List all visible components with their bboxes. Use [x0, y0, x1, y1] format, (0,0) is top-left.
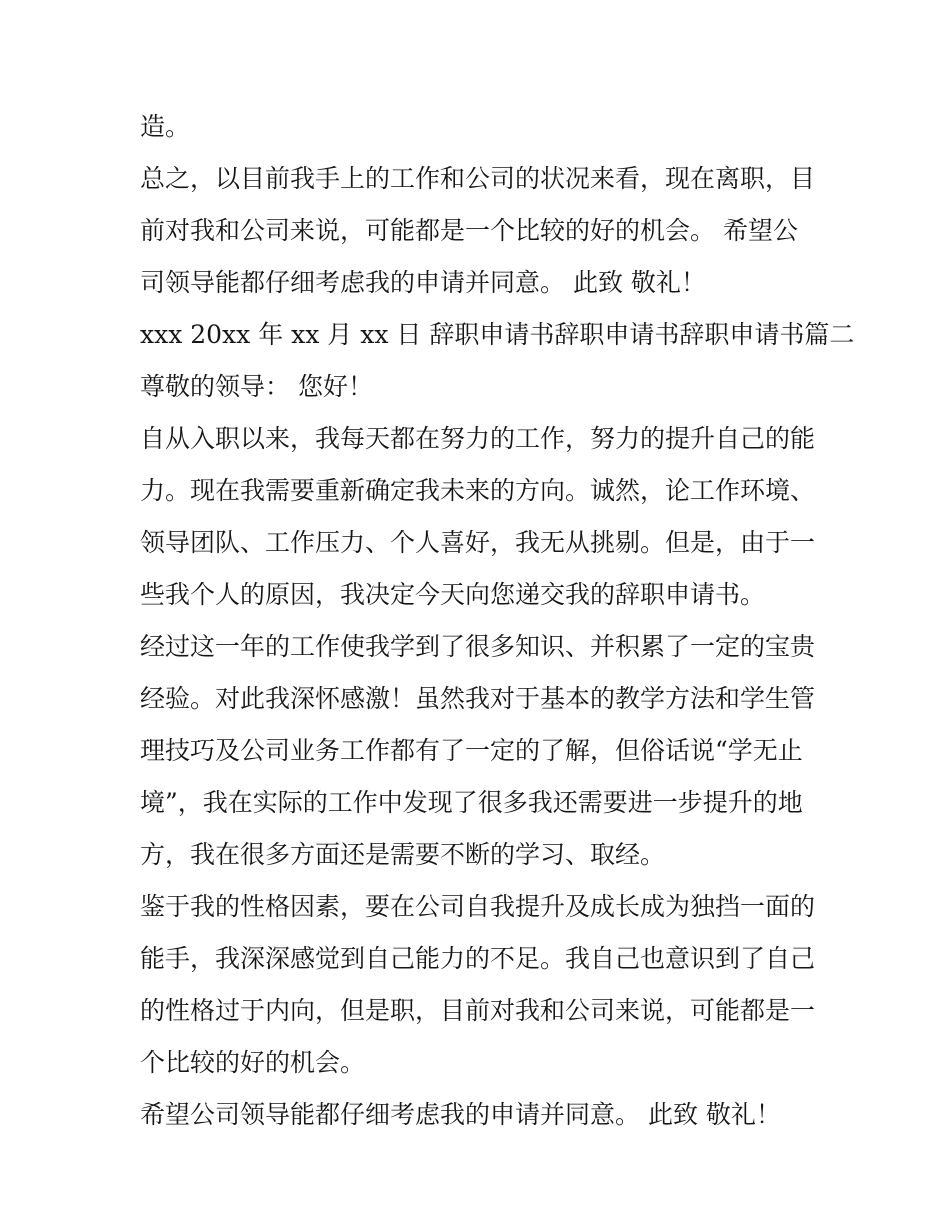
text-line: 领导团队、工作压力、个人喜好，我无从挑剔。但是，由于一 — [140, 528, 816, 557]
text-line: 前对我和公司来说，可能都是一个比较的好的机会。 希望公 — [140, 216, 798, 245]
text-line: 自从入职以来，我每天都在努力的工作，努力的提升自己的能 — [140, 424, 816, 453]
text-line: 理技巧及公司业务工作都有了一定的了解，但俗话说“学无止 — [140, 736, 803, 765]
text-line: 方，我在很多方面还是需要不断的学习、取经。 — [140, 840, 666, 869]
text-line: xxx 20xx 年 xx 月 xx 日 辞职申请书辞职申请书辞职申请书篇二 — [140, 320, 855, 349]
text-line: 境”，我在实际的工作中发现了很多我还需要进一步提升的地 — [140, 788, 803, 817]
text-line: 尊敬的领导： 您好！ — [140, 372, 373, 401]
text-line: 的性格过于内向，但是职，目前对我和公司来说，可能都是一 — [140, 996, 816, 1025]
text-line: 司领导能都仔细考虑我的申请并同意。 此致 敬礼！ — [140, 268, 706, 297]
text-line: 经过这一年的工作使我学到了很多知识、并积累了一定的宝贵 — [140, 632, 816, 661]
text-line: 鉴于我的性格因素，要在公司自我提升及成长成为独挡一面的 — [140, 892, 816, 921]
text-line: 力。现在我需要重新确定我未来的方向。诚然，论工作环境、 — [140, 476, 816, 505]
text-line: 能手，我深深感觉到自己能力的不足。我自己也意识到了自己 — [140, 944, 816, 973]
text-line: 经验。对此我深怀感激！虽然我对于基本的教学方法和学生管 — [140, 684, 816, 713]
text-line: 些我个人的原因，我决定今天向您递交我的辞职申请书。 — [140, 580, 766, 609]
text-line: 个比较的好的机会。 — [140, 1048, 366, 1077]
text-line: 希望公司领导能都仔细考虑我的申请并同意。 此致 敬礼！ — [140, 1100, 781, 1129]
text-line: 造。 — [140, 112, 191, 141]
text-line: 总之，以目前我手上的工作和公司的状况来看，现在离职，目 — [140, 164, 816, 193]
